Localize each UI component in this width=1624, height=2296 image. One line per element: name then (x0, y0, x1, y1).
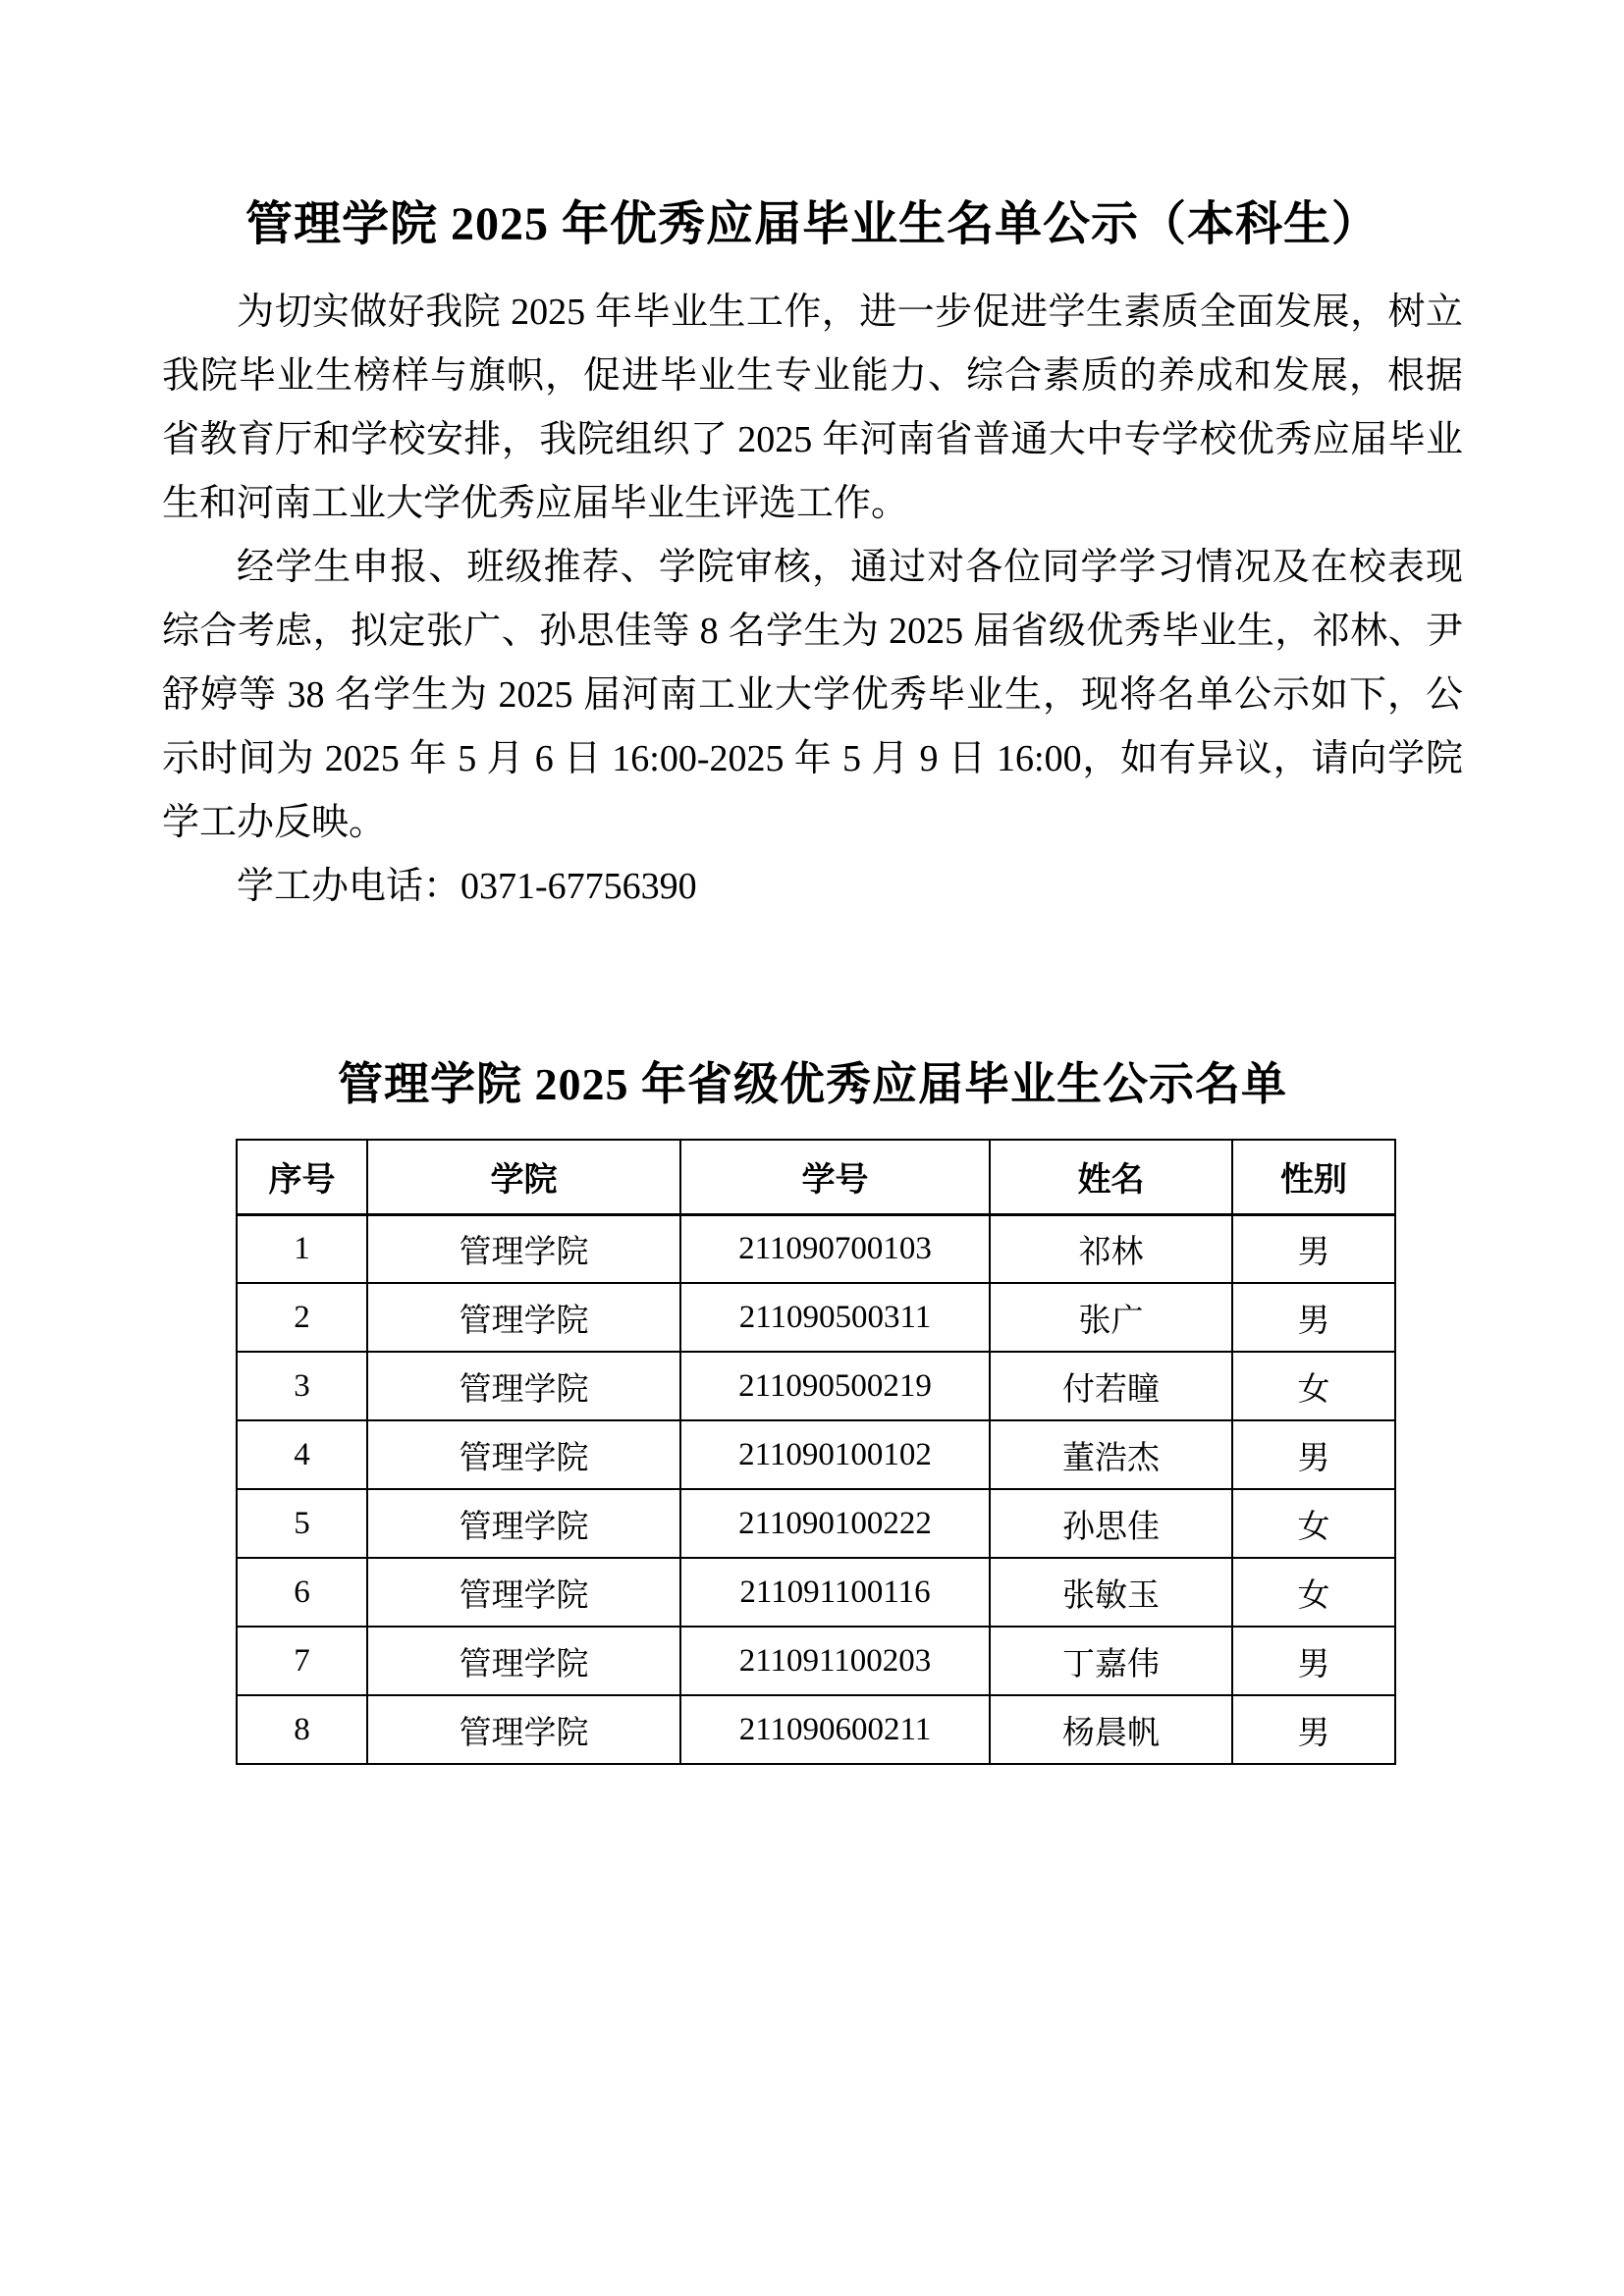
table-cell: 女 (1232, 1489, 1395, 1558)
column-header: 姓名 (990, 1140, 1232, 1214)
table-cell: 管理学院 (367, 1695, 680, 1764)
table-cell: 2 (237, 1283, 367, 1352)
column-header: 序号 (237, 1140, 367, 1214)
table-cell: 管理学院 (367, 1558, 680, 1627)
table-row (237, 1489, 1395, 1558)
table-cell: 男 (1232, 1283, 1395, 1352)
column-header: 学号 (680, 1140, 990, 1214)
table-cell: 211090100222 (680, 1489, 990, 1558)
table-cell: 董浩杰 (990, 1420, 1232, 1489)
table-row (237, 1283, 1395, 1352)
table-cell: 男 (1232, 1214, 1395, 1283)
table-cell: 5 (237, 1489, 367, 1558)
table-body (237, 1214, 1395, 1764)
contact-phone-line: 学工办电话：0371-67756390 (237, 866, 697, 907)
table-row (237, 1627, 1395, 1695)
table-cell: 杨晨帆 (990, 1695, 1232, 1764)
table-cell: 3 (237, 1352, 367, 1420)
table-cell: 女 (1232, 1352, 1395, 1420)
table-cell: 7 (237, 1627, 367, 1695)
table-cell: 祁林 (990, 1214, 1232, 1283)
table-cell: 211090500311 (680, 1283, 990, 1352)
column-header: 性别 (1232, 1140, 1395, 1214)
document-content (162, 194, 1463, 1765)
table-title: 管理学院 2025 年省级优秀应届毕业生公示名单 (338, 1059, 1287, 1109)
table-cell: 女 (1232, 1558, 1395, 1627)
table-row (237, 1352, 1395, 1420)
table-cell: 211090600211 (680, 1695, 990, 1764)
paragraph-intro: 为切实做好我院 2025 年毕业生工作，进一步促进学生素质全面发展，树立我院毕业生榜样与旗帜，促进毕业生专业能力、综合素质的养成和发展，根据省教育厅和学校安排，我院组织了 2025 年河南省普通大中专学校优秀应届毕业生和河南工业大学优秀应届毕业生评选工作。 (162, 292, 1463, 524)
table-cell: 8 (237, 1695, 367, 1764)
page-title: 管理学院 2025 年优秀应届毕业生名单公示（本科生） (244, 198, 1380, 250)
table-cell: 管理学院 (367, 1352, 680, 1420)
table-cell: 丁嘉伟 (990, 1627, 1232, 1695)
graduates-table (236, 1139, 1396, 1765)
table-cell: 男 (1232, 1695, 1395, 1764)
table-cell: 付若瞳 (990, 1352, 1232, 1420)
table-cell: 6 (237, 1558, 367, 1627)
table-cell: 1 (237, 1214, 367, 1283)
table-row (237, 1420, 1395, 1489)
table-cell: 男 (1232, 1420, 1395, 1489)
table-cell: 4 (237, 1420, 367, 1489)
table-cell: 211091100116 (680, 1558, 990, 1627)
table-cell: 管理学院 (367, 1489, 680, 1558)
table-row (237, 1695, 1395, 1764)
table-cell: 211091100203 (680, 1627, 990, 1695)
table-header-row (237, 1140, 1395, 1214)
table-row (237, 1214, 1395, 1283)
paragraph-selection-details: 经学生申报、班级推荐、学院审核，通过对各位同学学习情况及在校表现综合考虑，拟定张广、孙思佳等 8 名学生为 2025 届省级优秀毕业生，祁林、尹舒婷等 38 名学生为 2025 届河南工业大学优秀毕业生，现将名单公示如下，公示时间为 2025 年 5 月 6 日 16:00-2025 年 5 月 9 日 16:00，如有异议，请向学院学工办反映。 (162, 547, 1463, 843)
table-cell: 211090500219 (680, 1352, 990, 1420)
table-cell: 孙思佳 (990, 1489, 1232, 1558)
table-cell: 男 (1232, 1627, 1395, 1695)
table-cell: 张敏玉 (990, 1558, 1232, 1627)
table-row (237, 1558, 1395, 1627)
table-cell: 管理学院 (367, 1627, 680, 1695)
table-cell: 211090700103 (680, 1214, 990, 1283)
table-cell: 211090100102 (680, 1420, 990, 1489)
table-cell: 管理学院 (367, 1283, 680, 1352)
table-cell: 管理学院 (367, 1214, 680, 1283)
table-cell: 管理学院 (367, 1420, 680, 1489)
table-cell: 张广 (990, 1283, 1232, 1352)
column-header: 学院 (367, 1140, 680, 1214)
